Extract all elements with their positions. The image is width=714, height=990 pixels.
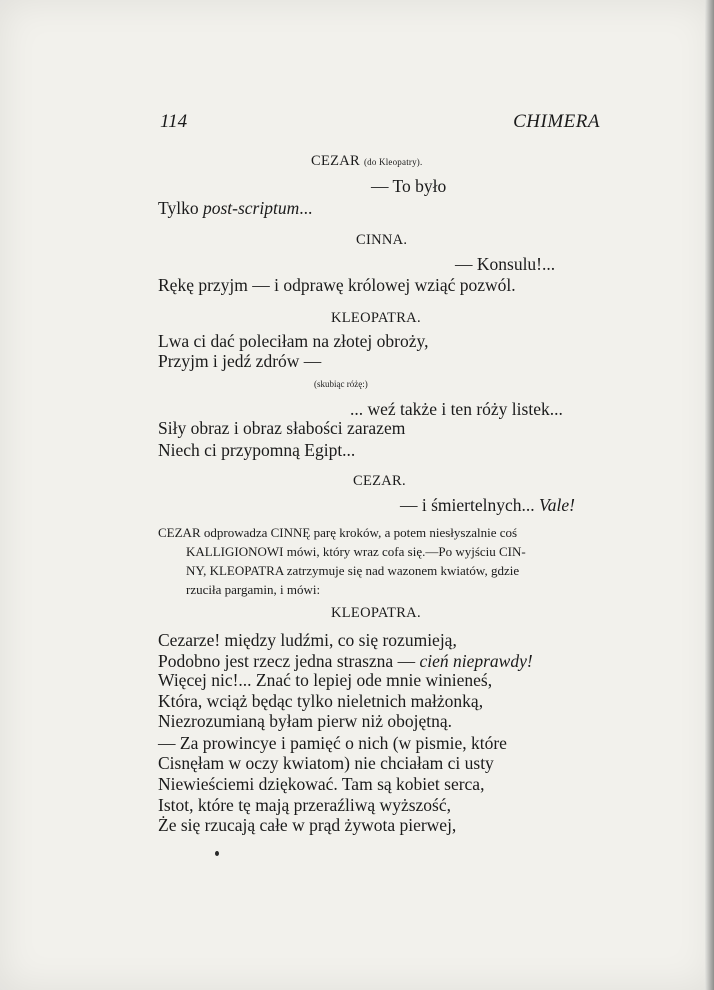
speaker-kleopatra: KLEOPATRA.	[331, 605, 421, 621]
stage-direction-line: rzuciła pargamin, i mówi:	[186, 582, 321, 597]
verse-line: Niezrozumianą byłam pierw niż obojętną.	[158, 711, 452, 731]
verse-line: Więcej nic!... Znać to lepiej ode mnie winieneś,	[158, 670, 493, 690]
verse-text: Podobno jest rzecz jedna straszna —	[158, 651, 420, 671]
page-header	[160, 111, 600, 137]
verse-line: Cisnęłam w oczy kwiatom) nie chciałam ci usty	[158, 753, 494, 773]
verse-line: Cezarze! między ludźmi, co się rozumieją,	[158, 630, 457, 650]
verse-line: Lwa ci dać poleciłam na złotej obroży,	[158, 331, 429, 351]
stage-direction-line: CEZAR odprowadza CINNĘ parę kroków, a potem niesłyszalnie coś	[158, 525, 518, 540]
stage-direction: (skubiąc różę:)	[314, 379, 368, 389]
speaker-cinna: CINNA.	[356, 232, 408, 248]
stage-direction: (do Kleopatry).	[363, 157, 423, 167]
verse-line	[158, 197, 312, 219]
stage-direction-line: NY, KLEOPATRA zatrzymuje się nad wazonem kwiatów, gdzie	[186, 563, 520, 578]
italic-text: post-scriptum	[202, 198, 300, 218]
running-head: CHIMERA	[513, 111, 600, 132]
verse-line: — Konsulu!...	[455, 254, 556, 274]
verse-line: Istot, które tę mają przeraźliwą wyższość,	[158, 795, 451, 815]
page-edge-shadow	[705, 0, 714, 990]
stage-direction-line: KALLIGIONOWI mówi, który wraz cofa się.—Po wyjściu CIN-	[186, 544, 526, 559]
speaker-kleopatra: KLEOPATRA.	[331, 310, 421, 326]
verse-line: Niewieściemi dziękować. Tam są kobiet serca,	[158, 774, 485, 794]
verse-line	[400, 494, 575, 516]
verse-line: Siły obraz i obraz słabości zarazem	[158, 418, 406, 438]
speaker-cezar: CEZAR.	[353, 473, 406, 489]
speaker-cezar	[311, 150, 422, 173]
verse-line: — To było	[371, 176, 447, 196]
verse-text: Tylko	[158, 198, 203, 218]
verse-line: Niech ci przypomną Egipt...	[158, 440, 356, 460]
page-number: 114	[160, 111, 188, 132]
verse-line: Rękę przyjm — i odprawę królowej wziąć pozwól.	[158, 275, 516, 295]
verse-text: ...	[299, 198, 313, 218]
italic-text: Vale!	[539, 495, 575, 515]
verse-line: — Za prowincye i pamięć o nich (w pismie, które	[158, 733, 507, 753]
ink-speck	[215, 851, 219, 856]
speaker-name: CEZAR	[311, 153, 361, 169]
verse-text: — i śmiertelnych...	[400, 495, 540, 515]
verse-line: ... weź także i ten róży listek...	[350, 399, 563, 419]
verse-line: Która, wciąż będąc tylko nieletnich małżonką,	[158, 691, 484, 711]
verse-line: Przyjm i jedź zdrów —	[158, 351, 322, 371]
verse-line: Że się rzucają całe w prąd żywota pierwej,	[158, 815, 457, 835]
italic-text: cień nieprawdy!	[419, 651, 533, 671]
